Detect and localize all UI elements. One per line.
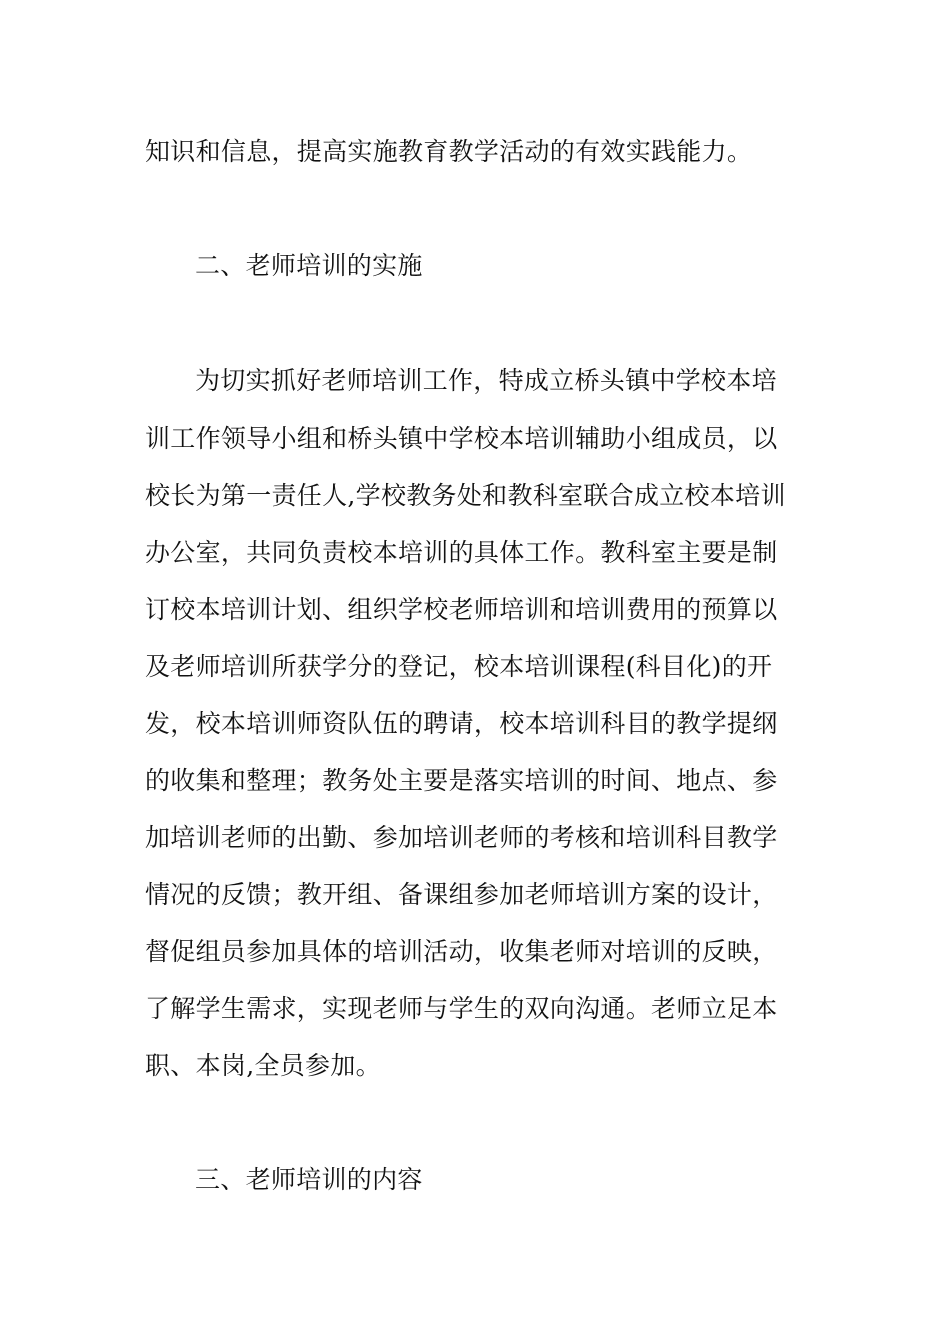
paragraph-line: 情况的反馈；教开组、备课组参加老师培训方案的设计， (145, 880, 778, 909)
paragraph-line: 校长为第一责任人,学校教务处和教科室联合成立校本培训 (145, 481, 786, 510)
paragraph-line: 的收集和整理；教务处主要是落实培训的时间、地点、参 (145, 766, 778, 795)
paragraph-line: 了解学生需求，实现老师与学生的双向沟通。老师立足本 (145, 994, 778, 1023)
paragraph-line: 加培训老师的出勤、参加培训老师的考核和培训科目教学 (145, 823, 778, 852)
paragraph-line-last: 职、本岗,全员参加。 (145, 1051, 381, 1080)
paragraph-continuation-line: 知识和信息，提高实施教育教学活动的有效实践能力。 (145, 137, 753, 166)
paragraph-line: 训工作领导小组和桥头镇中学校本培训辅助小组成员，以 (145, 424, 778, 453)
paragraph-line: 发，校本培训师资队伍的聘请，校本培训科目的教学提纲 (145, 709, 778, 738)
section-heading-content: 三、老师培训的内容 (195, 1165, 423, 1194)
paragraph-line: 订校本培训计划、组织学校老师培训和培训费用的预算以 (145, 595, 778, 624)
section-heading-implementation: 二、老师培训的实施 (195, 251, 423, 280)
paragraph-line-first: 为切实抓好老师培训工作，特成立桥头镇中学校本培 (195, 366, 777, 395)
paragraph-line: 及老师培训所获学分的登记，校本培训课程(科目化)的开 (145, 652, 773, 681)
paragraph-line: 督促组员参加具体的培训活动，收集老师对培训的反映， (145, 937, 778, 966)
paragraph-line: 办公室，共同负责校本培训的具体工作。教科室主要是制 (145, 538, 778, 567)
